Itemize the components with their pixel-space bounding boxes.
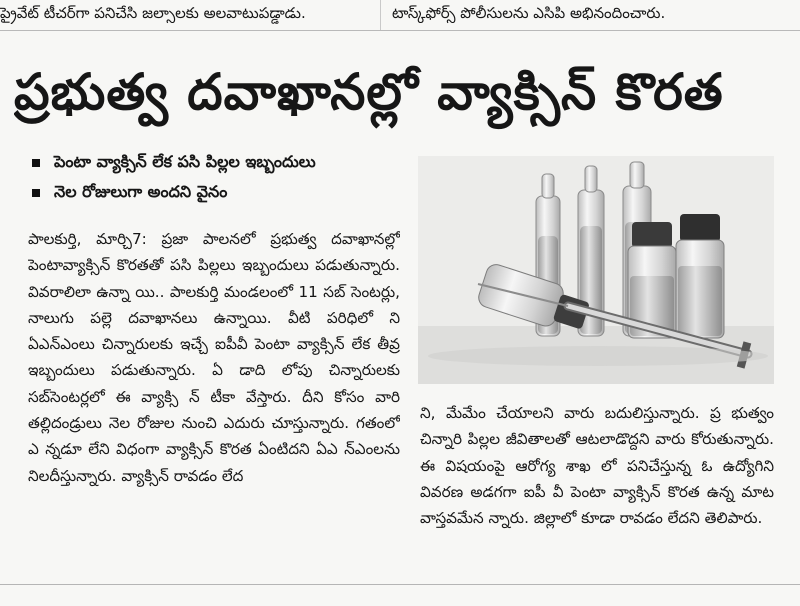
article-headline: ప్రభుత్వ దవాఖానల్లో వ్యాక్సిన్ కొరత	[14, 63, 724, 121]
previous-article-line-left: ప్రైవేట్ టీచర్‌గా పనిచేసి జల్సాలకు అలవాటుపడ్డాడు.	[0, 4, 306, 22]
subheadline-list	[32, 148, 412, 208]
article-body-left-column	[28, 226, 400, 578]
article-body-right-column	[420, 400, 774, 578]
article-body-text: ని, మేమేం చేయాలని వారు బదులిస్తున్నారు. ప్ర భుత్వం చిన్నారి పిల్లల జీవితాలతో ఆటలాడొద్దని వారు కోరుతున్నారు. ఈ విషయంపై ఆరోగ్య శాఖ లో పనిచేస్తున్న ఓ ఉద్యోగిని వివరణ అడగగా ఐపీ వీ పెంటా వ్యాక్సిన్ కొరత ఉన్న మాట వాస్తవమేన న్నారు. జిల్లాలో కూడా రావడం లేదని తెలిపారు.	[420, 404, 774, 528]
subheadline-item	[32, 178, 412, 208]
square-bullet-icon	[32, 159, 40, 167]
subheadline-text: పెంటా వ్యాక్సిన్ లేక పసి పిల్లల ఇబ్బందులు	[54, 151, 316, 171]
article-body-text: పాలకుర్తి, మార్చి7: ప్రజా పాలనలో ప్రభుత్వ దవాఖానల్లో పెంటావ్యాక్సిన్ కొరతతో పసి పిల్లలు ఇబ్బందులు పడుతున్నారు. వివరాలిలా ఉన్నా యి.. పాలకుర్తి మండలంలో 11 సబ్ సెంటర్లు, నాలుగు పల్లె దవాఖానలు ఉన్నాయి. వీటి పరిధిలో ని ఏఎన్ఎంలు చిన్నారులకు ఇచ్చే ఐపీవీ పెంటా వ్యాక్సిన్ లేక తీవ్ర ఇబ్బందులు పడుతున్నారు. ఏ డాది లోపు చిన్నారులకు సబ్‌సెంటర్లలో ఈ వ్యాక్సి న్ టీకా వేస్తారు. దీని కోసం వారి తల్లిదండ్రులు నెల రోజుల నుంచి ఎదురు చూస్తున్నారు. గతంలో ఎ న్నడూ లేని విధంగా వ్యాక్సిన్ కొరత ఏంటిదని ఏఎ న్ఎంలను నిలదీస్తున్నారు. వ్యాక్సిన్ రావడం లేద	[28, 230, 400, 485]
bottom-divider	[0, 584, 800, 585]
subheadline-text: నెల రోజులుగా అందని వైనం	[54, 181, 228, 201]
next-article-cutoff	[0, 590, 800, 606]
column-divider	[380, 0, 381, 30]
previous-article-strip	[0, 0, 800, 31]
previous-article-line-right: టాస్క్‌ఫోర్స్ పోలీసులను ఎసిపి అభినందించారు.	[392, 4, 666, 22]
vaccine-photo	[418, 156, 774, 384]
vaccine-vials-image	[418, 156, 774, 384]
square-bullet-icon	[32, 189, 40, 197]
subheadline-item	[32, 148, 412, 178]
